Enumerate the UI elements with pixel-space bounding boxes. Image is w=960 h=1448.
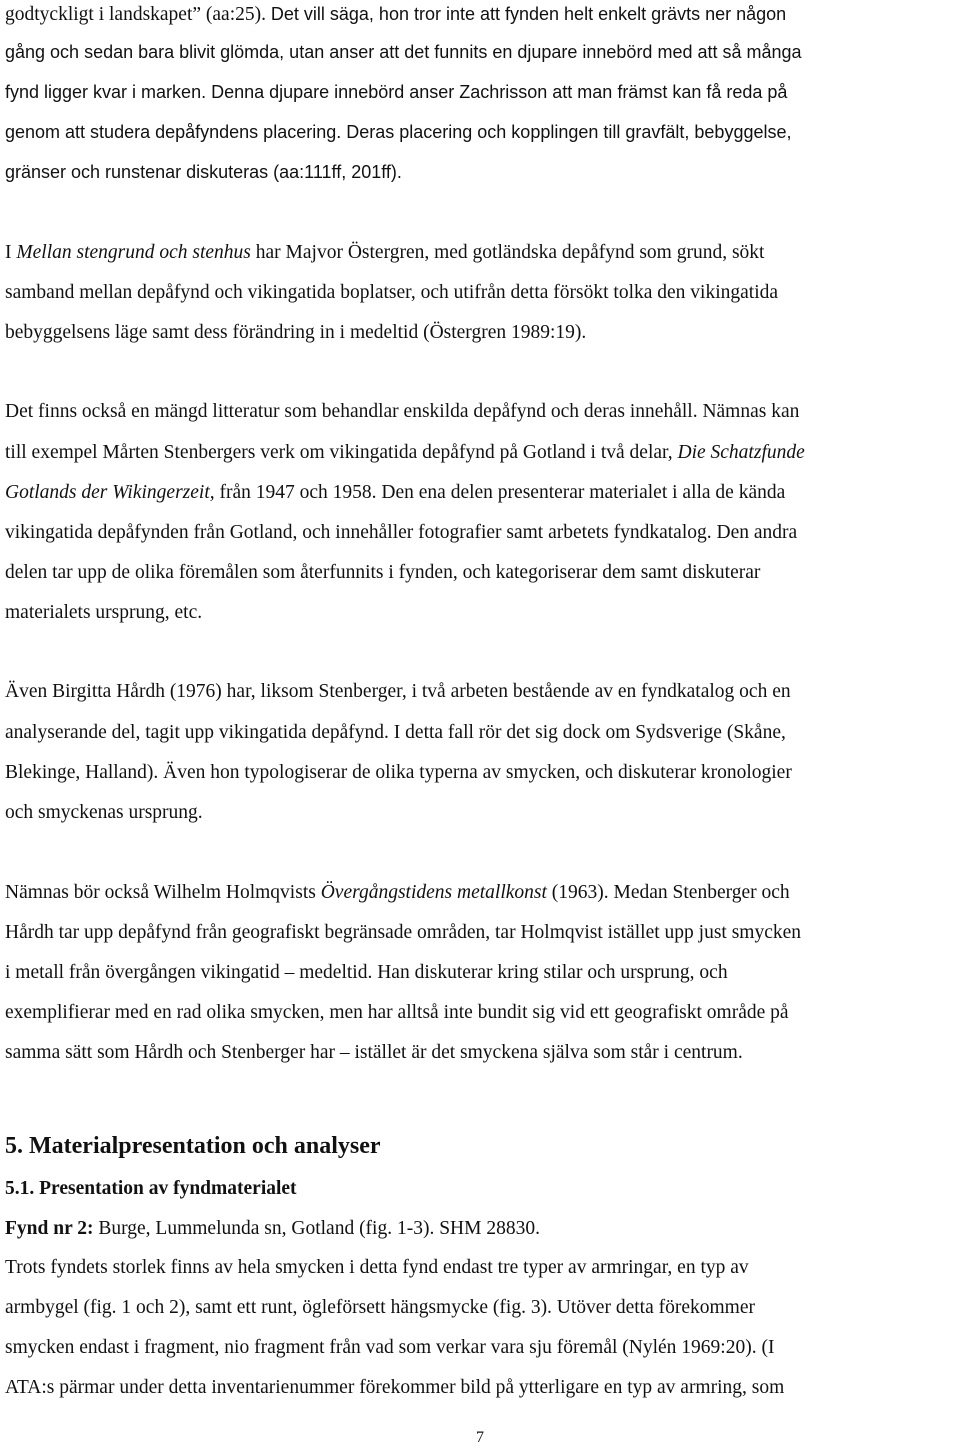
text-line: [5, 2, 786, 27]
text-segment: Blekinge, Halland). Även hon typologiserar de olika typerna av smycken, och diskuterar kronologier: [5, 762, 792, 783]
text-line: [5, 80, 787, 105]
text-line: [5, 1376, 784, 1400]
text-segment: samma sätt som Hårdh och Stenberger har – istället är det smyckena själva som står i centrum.: [5, 1042, 743, 1063]
page-number: 7: [476, 1429, 484, 1446]
text-line: [5, 1217, 540, 1241]
text-segment: armbygel (fig. 1 och 2), samt ett runt, ögleförsett hängsmycke (fig. 3). Utöver detta förekommer: [5, 1297, 755, 1318]
text-segment: Det vill säga, hon tror inte att fynden helt enkelt grävts ner någon: [270, 4, 787, 24]
text-line: [5, 1001, 789, 1025]
text-segment: Mellan stengrund och stenhus: [16, 242, 251, 263]
text-segment: samband mellan depåfynd och vikingatida boplatser, och utifrån detta försökt tolka den vikingatida: [5, 282, 779, 303]
text-line: [5, 241, 764, 265]
text-line: [5, 400, 799, 424]
text-segment: Die Schatzfunde: [677, 442, 805, 463]
text-line: [5, 441, 805, 465]
text-segment: gång och sedan bara blivit glömda, utan anser att det funnits en djupare innebörd med att så många: [5, 42, 802, 62]
text-segment: Även Birgitta Hårdh (1976) har, liksom Stenberger, i två arbeten bestående av en fyndkatalog och en: [5, 681, 791, 702]
text-segment: Trots fyndets storlek finns av hela smycken i detta fynd endast tre typer av armringar, en typ av: [5, 1257, 749, 1278]
text-segment: Övergångstidens metallkonst: [320, 882, 547, 903]
text-line: [5, 961, 728, 985]
text-line: [5, 1256, 749, 1280]
text-segment: Fynd nr 2:: [5, 1218, 94, 1239]
text-line: [5, 680, 791, 704]
text-segment: analyserande del, tagit upp vikingatida depåfynd. I detta fall rör det sig dock om Sydsverige (Skåne,: [5, 722, 786, 743]
subsection-heading: 5.1. Presentation av fyndmaterialet: [5, 1178, 297, 1199]
text-segment: Gotlands der Wikingerzeit,: [5, 482, 215, 503]
text-segment: gränser och runstenar diskuteras (aa:111ff, 201ff).: [5, 162, 402, 182]
text-segment: godtyckligt i landskapet” (aa:25).: [5, 4, 271, 25]
text-segment: smycken endast i fragment, nio fragment från vad som verkar vara sju föremål (Nylén 1969:20). (I: [5, 1337, 775, 1358]
text-line: [5, 40, 802, 65]
text-line: [5, 1296, 755, 1320]
text-line: [5, 1041, 743, 1065]
text-segment: I: [5, 242, 17, 263]
text-segment: ATA:s pärmar under detta inventarienummer förekommer bild på ytterligare en typ av armring, som: [5, 1377, 785, 1398]
text-line: [5, 881, 790, 905]
text-segment: genom att studera depåfyndens placering. Deras placering och kopplingen till gravfält, bebyggelse,: [5, 122, 792, 142]
text-line: [5, 561, 760, 585]
text-segment: från 1947 och 1958. Den ena delen presenterar materialet i alla de kända: [214, 482, 786, 503]
text-segment: materialets ursprung, etc.: [5, 602, 203, 623]
text-line: [5, 721, 786, 745]
text-segment: har Majvor Östergren, med gotländska depåfynd som grund, sökt: [250, 242, 765, 263]
text-line: [5, 321, 586, 345]
text-line: [5, 921, 801, 945]
text-line: [5, 801, 203, 825]
text-line: [5, 1336, 774, 1360]
text-segment: delen tar upp de olika föremålen som återfunnits i fynden, och kategoriserar dem samt diskuterar: [5, 562, 761, 583]
text-line: [5, 160, 402, 185]
text-segment: Det finns också en mängd litteratur som behandlar enskilda depåfynd och deras innehåll. Nämnas kan: [5, 401, 800, 422]
section-heading: 5. Materialpresentation och analyser: [5, 1133, 381, 1159]
text-line: [5, 601, 202, 625]
text-segment: Hårdh tar upp depåfynd från geografiskt begränsade områden, tar Holmqvist istället upp just smycken: [5, 922, 802, 943]
text-line: [5, 521, 797, 545]
text-segment: bebyggelsens läge samt dess förändring in i medeltid (Östergren 1989:19).: [5, 322, 587, 343]
text-line: [5, 481, 785, 505]
text-line: [5, 761, 792, 785]
text-segment: exemplifierar med en rad olika smycken, men har alltså inte bundit sig vid ett geografiskt område på: [5, 1002, 789, 1023]
text-line: [5, 281, 778, 305]
text-segment: i metall från övergången vikingatid – medeltid. Han diskuterar kring stilar och ursprung, och: [5, 962, 728, 983]
text-segment: Burge, Lummelunda sn, Gotland (fig. 1-3). SHM 28830.: [93, 1218, 540, 1239]
text-segment: Nämnas bör också Wilhelm Holmqvists: [5, 882, 321, 903]
text-segment: till exempel Mårten Stenbergers verk om vikingatida depåfynd på Gotland i två delar,: [5, 442, 678, 463]
text-segment: (1963). Medan Stenberger och: [546, 882, 790, 903]
text-segment: och smyckenas ursprung.: [5, 802, 203, 823]
text-segment: fynd ligger kvar i marken. Denna djupare innebörd anser Zachrisson att man främst kan få reda på: [5, 82, 788, 102]
text-segment: vikingatida depåfynden från Gotland, och innehåller fotografier samt arbetets fyndkatalog. Den andra: [5, 522, 798, 543]
text-line: [5, 120, 792, 145]
